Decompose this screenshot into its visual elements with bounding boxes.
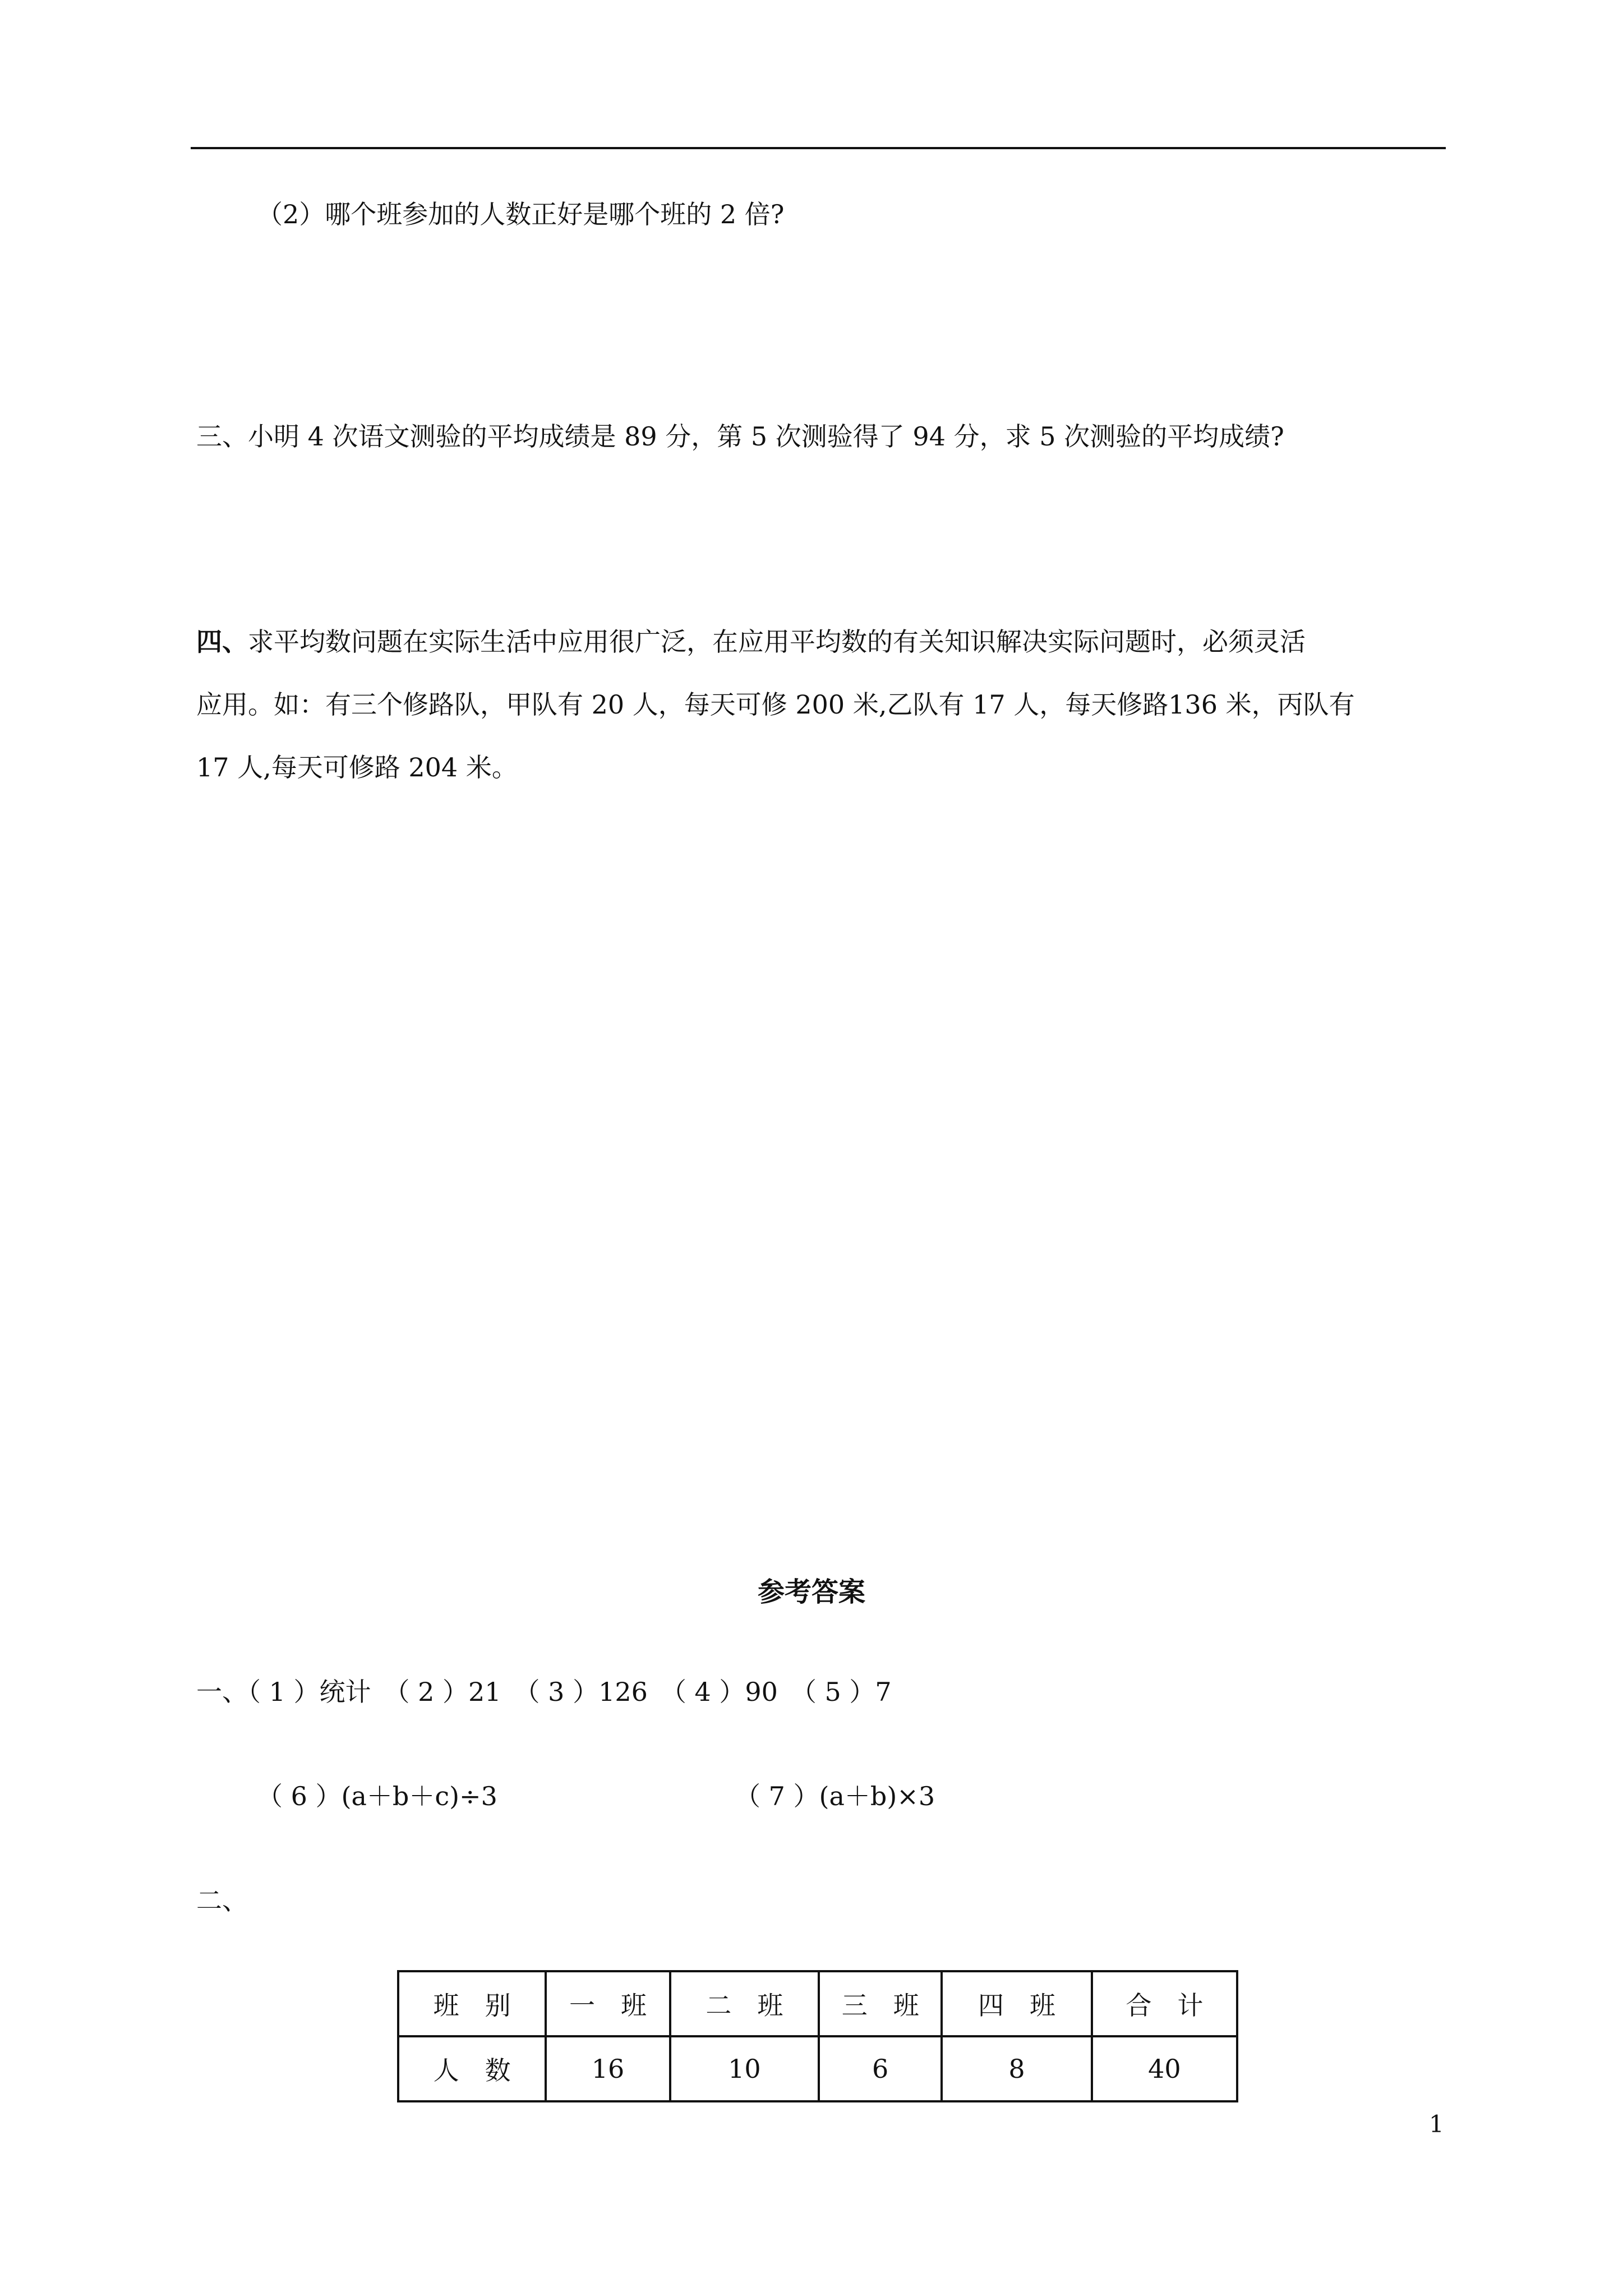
page-number: 1 xyxy=(1429,2110,1444,2138)
answer-part-1-item-7: （ 7 ）(a＋b)×3 xyxy=(735,1781,935,1811)
table-header-cell: 二 班 xyxy=(670,1971,819,2036)
table-header-cell: 四 班 xyxy=(942,1971,1091,2036)
table-cell: 40 xyxy=(1092,2036,1237,2101)
header-rule xyxy=(191,147,1446,149)
table-cell: 人 数 xyxy=(398,2036,546,2101)
table-cell: 6 xyxy=(819,2036,942,2101)
answer-table xyxy=(397,1970,1238,2102)
question-4-line-2: 应用。如：有三个修路队，甲队有 20 人，每天可修 200 米,乙队有 17 人，每天修路136 米，丙队有 xyxy=(196,689,1355,720)
table-header-row xyxy=(398,1971,1237,2036)
question-4-line-3: 17 人,每天可修路 204 米。 xyxy=(196,752,518,783)
question-4-label: 四、 xyxy=(196,627,248,657)
table-row xyxy=(398,2036,1237,2101)
table-header-cell: 三 班 xyxy=(819,1971,942,2036)
answers-title: 参考答案 xyxy=(757,1576,865,1608)
table-cell: 10 xyxy=(670,2036,819,2101)
answer-part-1-line-1: 一、（ 1 ）统计 （ 2 ）21 （ 3 ）126 （ 4 ）90 （ 5 ）7 xyxy=(196,1677,892,1707)
answer-part-2-label: 二、 xyxy=(196,1885,248,1916)
table-header-cell: 合 计 xyxy=(1092,1971,1237,2036)
question-3: 三、小明 4 次语文测验的平均成绩是 89 分，第 5 次测验得了 94 分，求 5 次测验的平均成绩? xyxy=(196,421,1284,452)
table-cell: 16 xyxy=(546,2036,670,2101)
question-4-line-1 xyxy=(196,625,1306,659)
table-header-cell: 一 班 xyxy=(546,1971,670,2036)
question-4-text: 求平均数问题在实际生活中应用很广泛，在应用平均数的有关知识解决实际问题时，必须灵活 xyxy=(248,627,1306,657)
question-2-sub-2: （2）哪个班参加的人数正好是哪个班的 2 倍? xyxy=(257,199,785,229)
table-header-cell: 班 别 xyxy=(398,1971,546,2036)
table-cell: 8 xyxy=(942,2036,1091,2101)
answer-part-1-item-6: （ 6 ）(a＋b＋c)÷3 xyxy=(257,1781,497,1811)
